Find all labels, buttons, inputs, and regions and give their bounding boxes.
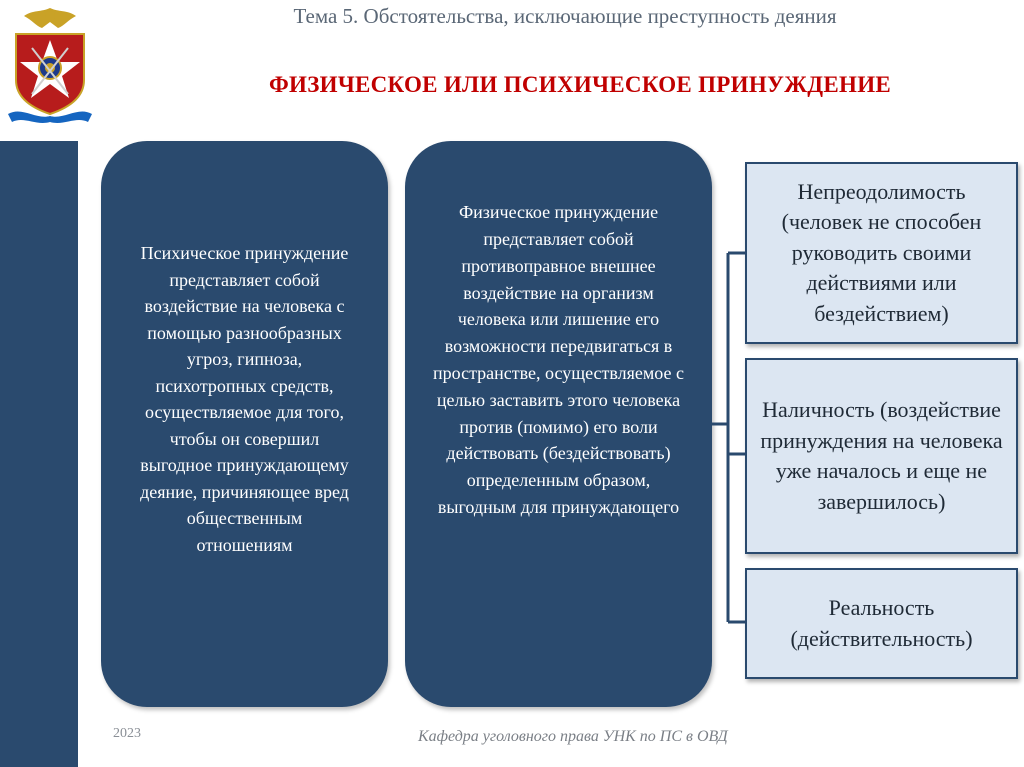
- emblem-icon: [2, 2, 98, 128]
- footer-department: Кафедра уголовного права УНК по ПС в ОВД: [418, 728, 728, 745]
- side-bar: [0, 141, 78, 767]
- topic-heading: Тема 5. Обстоятельства, исключающие преступность деяния: [293, 4, 837, 28]
- mental-coercion-text: Психическое принуждение представляет собой воздействие на человека с помощью разнообразных угроз, гипноза, психотропных средств, осуществляемое для того, чтобы он совершил выгодное принуждающему деяние, причиняющее вред общественным отношениям: [140, 243, 349, 555]
- physical-coercion-text: Физическое принуждение представляет собой противоправное внешнее воздействие на организм человека или лишение его возможности передвигаться в пространстве, осуществляемое с целью заставить этого человека против (помимо) его воли действовать (бездействовать) определенным образом, выгодным для принуждающего: [433, 202, 684, 517]
- slide-title: ФИЗИЧЕСКОЕ ИЛИ ПСИХИЧЕСКОЕ ПРИНУЖДЕНИЕ: [268, 72, 892, 97]
- condition-box-reality: [745, 568, 1018, 679]
- mental-coercion-panel: [101, 141, 388, 707]
- condition-box-presence: [745, 358, 1018, 554]
- condition-box-insurmountability: [745, 162, 1018, 344]
- physical-coercion-panel: [405, 141, 712, 707]
- footer-year: 2023: [113, 726, 141, 741]
- condition-text: Непреодолимость (человек не способен руководить своими действиями или бездействием): [781, 178, 982, 326]
- condition-text: Наличность (воздействие принуждения на человека уже началось и еще не завершилось): [760, 397, 1003, 514]
- condition-text: Реальность (действительность): [790, 595, 973, 651]
